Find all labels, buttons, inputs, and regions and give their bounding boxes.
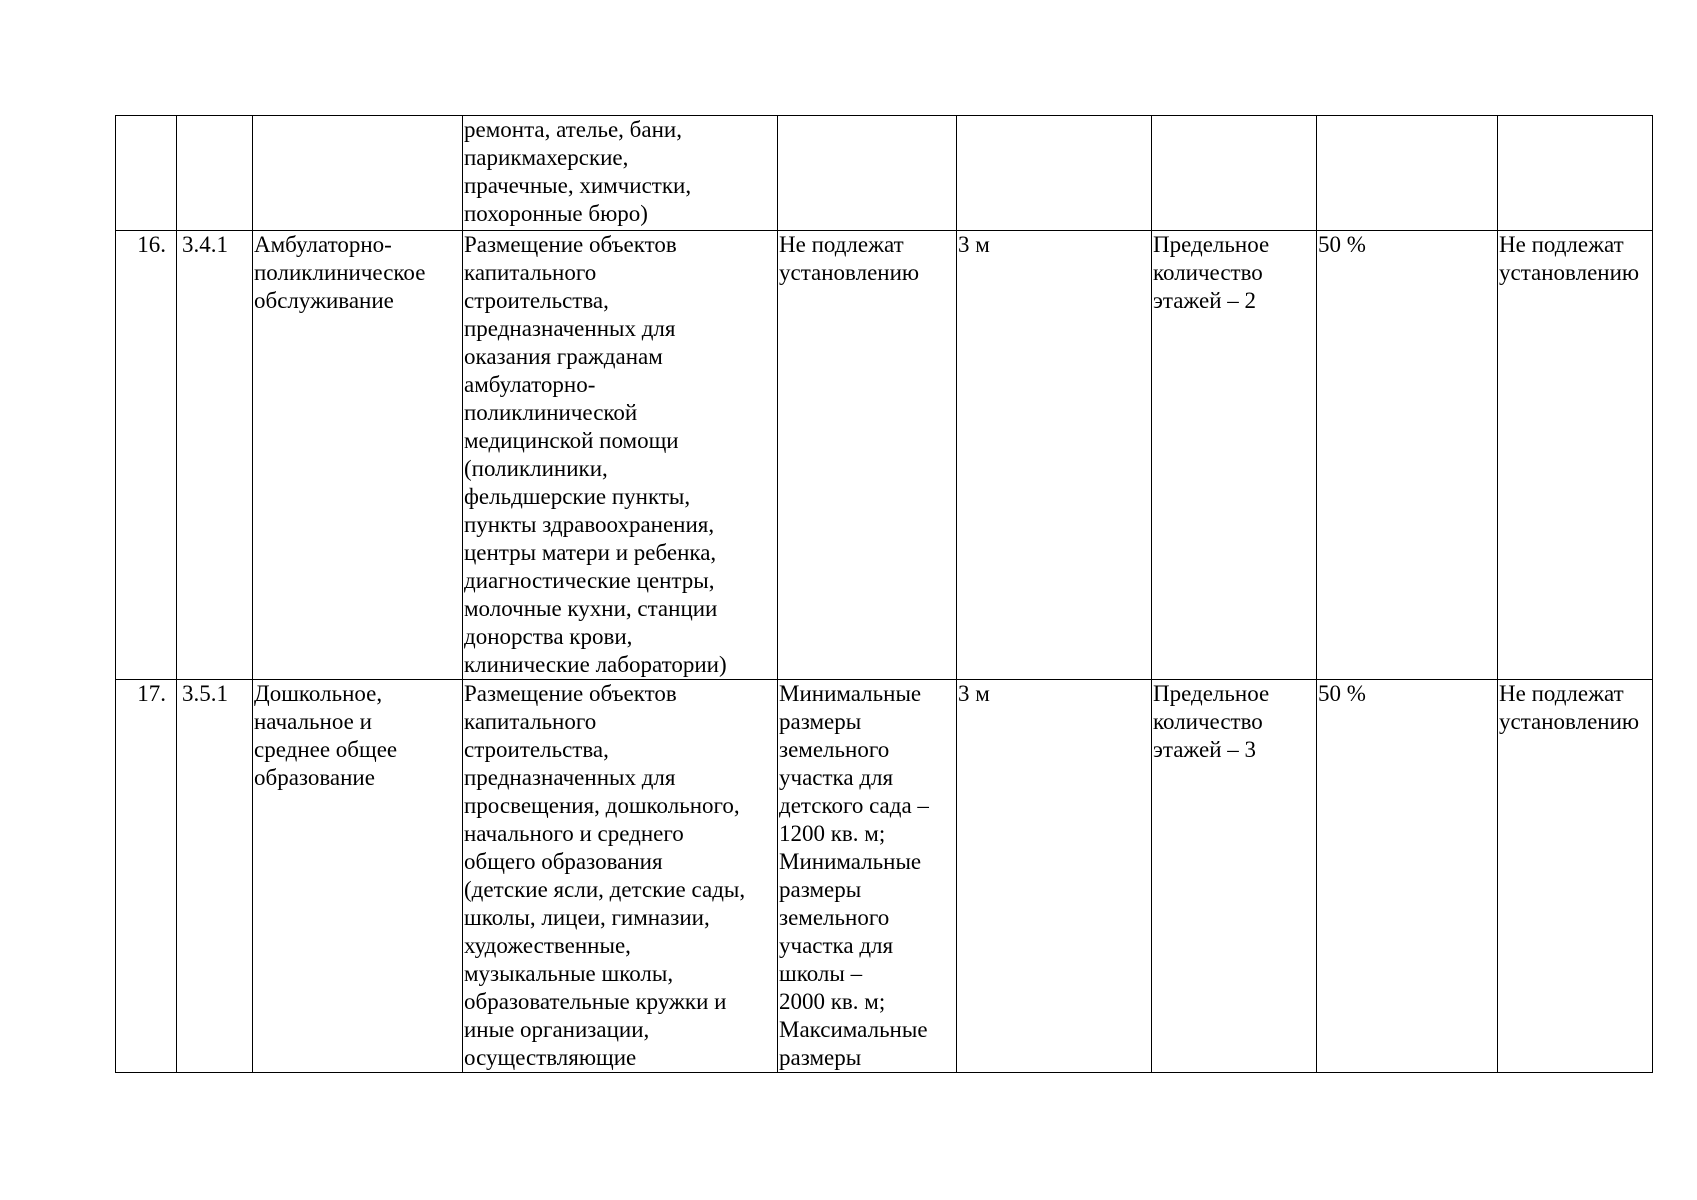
setback-cell: 3 м: [957, 231, 1152, 680]
plot-size-cell: Не подлежат установлению: [778, 231, 957, 680]
row-number-cell: 16.: [116, 231, 177, 680]
coverage-cell: 50 %: [1317, 231, 1498, 680]
row-number-cell: 17.: [116, 680, 177, 1073]
plot-size-cell: [778, 116, 957, 231]
table-row: [116, 680, 1653, 1073]
land-use-description-cell: ремонта, ателье, бани, парикмахерские, прачечные, химчистки, похоронные бюро): [463, 116, 778, 231]
floors-cell: [1152, 116, 1317, 231]
other-params-cell: Не подлежат установлению: [1498, 231, 1653, 680]
land-use-code-cell: 3.5.1: [177, 680, 253, 1073]
plot-size-cell: Минимальные размеры земельного участка для детского сада – 1200 кв. м; Минимальные размеры земельного участка для школы – 2000 кв. м; Максимальные размеры: [778, 680, 957, 1073]
land-use-name-cell: [253, 116, 463, 231]
land-use-table: [115, 115, 1653, 1073]
table-row: [116, 231, 1653, 680]
floors-cell: Предельное количество этажей – 3: [1152, 680, 1317, 1073]
land-use-code-cell: 3.4.1: [177, 231, 253, 680]
other-params-cell: [1498, 116, 1653, 231]
land-use-description-cell: Размещение объектов капитального строительства, предназначенных для оказания гражданам амбулаторно- поликлинической медицинской помощи (поликлиники, фельдшерские пункты, пункты здравоохранения, центры матери и ребенка, диагностические центры, молочные кухни, станции донорства крови, клинические лаборатории): [463, 231, 778, 680]
setback-cell: [957, 116, 1152, 231]
table-row: [116, 116, 1653, 231]
row-number-cell: [116, 116, 177, 231]
floors-cell: Предельное количество этажей – 2: [1152, 231, 1317, 680]
land-use-code-cell: [177, 116, 253, 231]
other-params-cell: Не подлежат установлению: [1498, 680, 1653, 1073]
coverage-cell: 50 %: [1317, 680, 1498, 1073]
land-use-name-cell: Амбулаторно- поликлиническое обслуживание: [253, 231, 463, 680]
land-use-name-cell: Дошкольное, начальное и среднее общее образование: [253, 680, 463, 1073]
coverage-cell: [1317, 116, 1498, 231]
land-use-description-cell: Размещение объектов капитального строительства, предназначенных для просвещения, дошкольного, начального и среднего общего образования (детские ясли, детские сады, школы, лицеи, гимназии, художественные, музыкальные школы, образовательные кружки и иные организации, осуществляющие: [463, 680, 778, 1073]
setback-cell: 3 м: [957, 680, 1152, 1073]
